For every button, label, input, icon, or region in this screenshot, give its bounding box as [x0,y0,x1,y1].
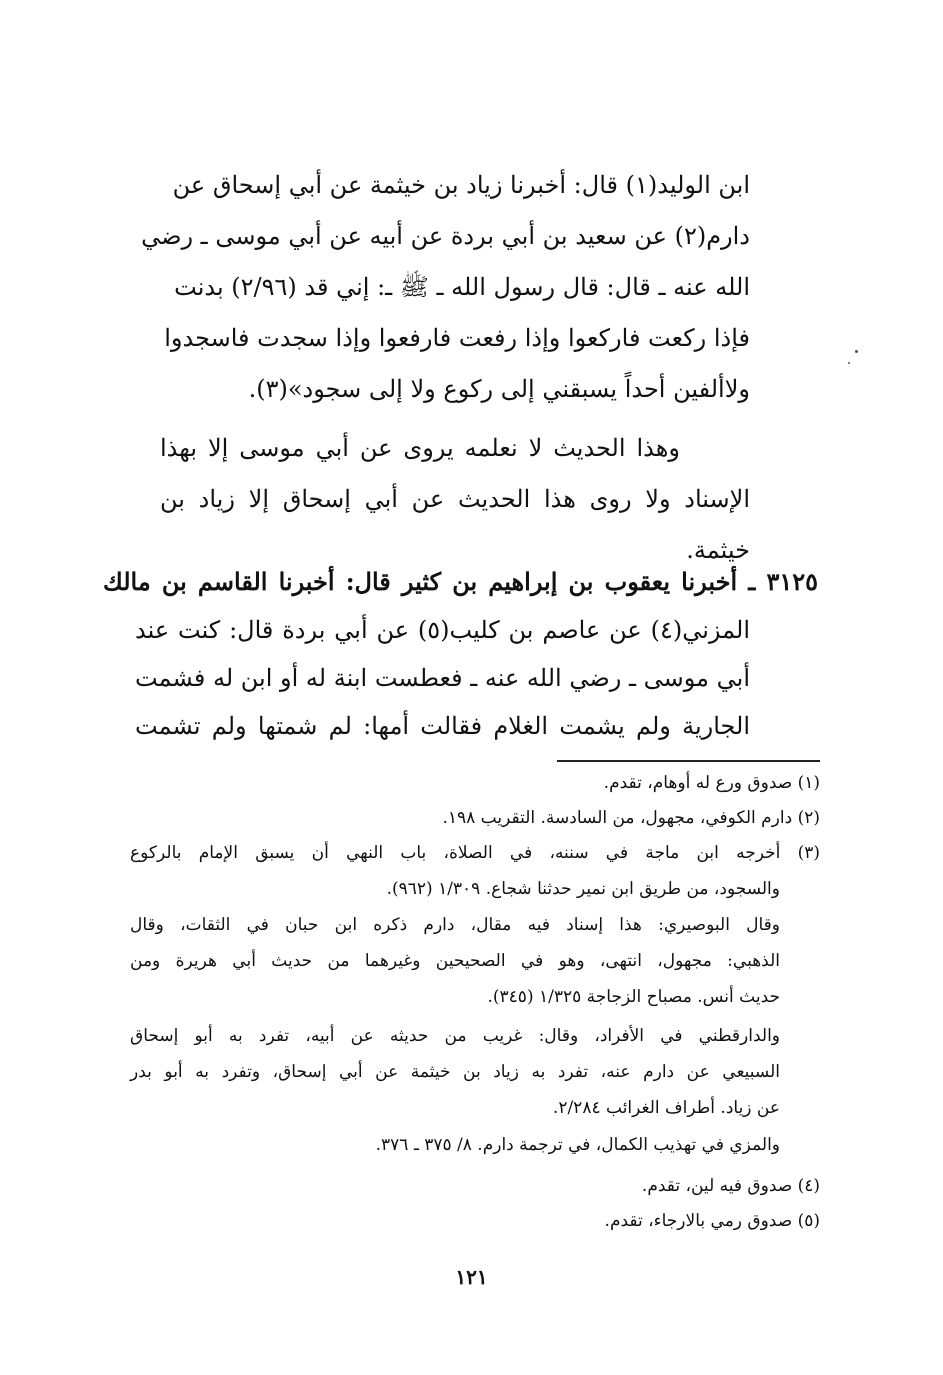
footnote-line: (٢) دارم الكوفي، مجهول، من السادسة. التقريب ١٩٨. [442,808,820,828]
main-text-line: دارم(٢) عن سعيد بن أبي بردة عن أبيه عن أبي موسى ـ رضي [141,222,750,250]
footnote-line: (٣) أخرجه ابن ماجة في سننه، في الصلاة، باب النهي أن يسبق الإمام بالركوع [130,843,820,863]
main-text-line: الجارية ولم يشمت الغلام فقالت أمها: لم شمتها ولم تشمت [135,712,750,740]
main-text-line: ابن الوليد(١) قال: أخبرنا زياد بن خيثمة عن أبي إسحاق عن [172,171,750,199]
footnote-line: (٤) صدوق فيه لين، تقدم. [641,1176,820,1196]
main-text-line: ولاألفين أحداً يسبقني إلى ركوع ولا إلى سجود»(٣). [248,375,750,403]
footnote-line: عن زياد. أطراف الغرائب ٢/٢٨٤. [552,1098,780,1118]
main-text-line: المزني(٤) عن عاصم بن كليب(٥) عن أبي بردة قال: كنت عند [135,616,750,644]
hadith-3125-line: ٣١٢٥ ـ أخبرنا يعقوب بن إبراهيم بن كثير قال: أخبرنا القاسم بن مالك [103,567,818,596]
footnote-line: (٥) صدوق رمي بالارجاء، تقدم. [604,1211,820,1231]
footnote-line: والسجود، من طريق ابن نمير حدثنا شجاع. ١/٣٠٩ (٩٦٢). [386,879,780,899]
main-text-line: وهذا الحديث لا نعلمه يروى عن أبي موسى إلا بهذا [160,434,680,462]
main-text-line: أبي موسى ـ رضي الله عنه ـ فعطست ابنة له أو ابن له فشمت [135,664,750,692]
page-number: ١٢١ [455,1265,488,1289]
footnote-line: والمزي في تهذيب الكمال، في ترجمة دارم. ٨/ ٣٧٥ ـ ٣٧٦. [375,1135,780,1155]
scan-speck [855,350,858,353]
footnote-separator [557,760,820,762]
main-text-line: خيثمة. [686,536,750,564]
footnote-line: (١) صدوق ورع له أوهام، تقدم. [603,773,820,793]
footnote-line: حديث أنس. مصباح الزجاجة ١/٣٢٥ (٣٤٥). [487,987,780,1007]
main-text-line: فإذا ركعت فاركعوا وإذا رفعت فارفعوا وإذا سجدت فاسجدوا [164,324,750,352]
footnote-line: السبيعي عن دارم عنه، تفرد به زياد بن خيثمة عن أبي إسحاق، وتفرد به أبو بدر [130,1062,780,1082]
main-text-line: الله عنه ـ قال: قال رسول الله ـ ﷺ ـ: إني قد (٢/٩٦) بدنت [174,273,750,301]
footnote-line: وقال البوصيري: هذا إسناد فيه مقال، دارم ذكره ابن حبان في الثقات، وقال [130,915,780,935]
footnote-line: الذهبي: مجهول، انتهى، وهو في الصحيحين وغيرهما من حديث أبي هريرة ومن [130,951,780,971]
footnote-line: والدارقطني في الأفراد، وقال: غريب من حديثه عن أبيه، تفرد به أبو إسحاق [130,1026,780,1046]
scan-speck [848,362,850,364]
main-text-line: الإسناد ولا روى هذا الحديث عن أبي إسحاق إلا زياد بن [160,485,750,513]
